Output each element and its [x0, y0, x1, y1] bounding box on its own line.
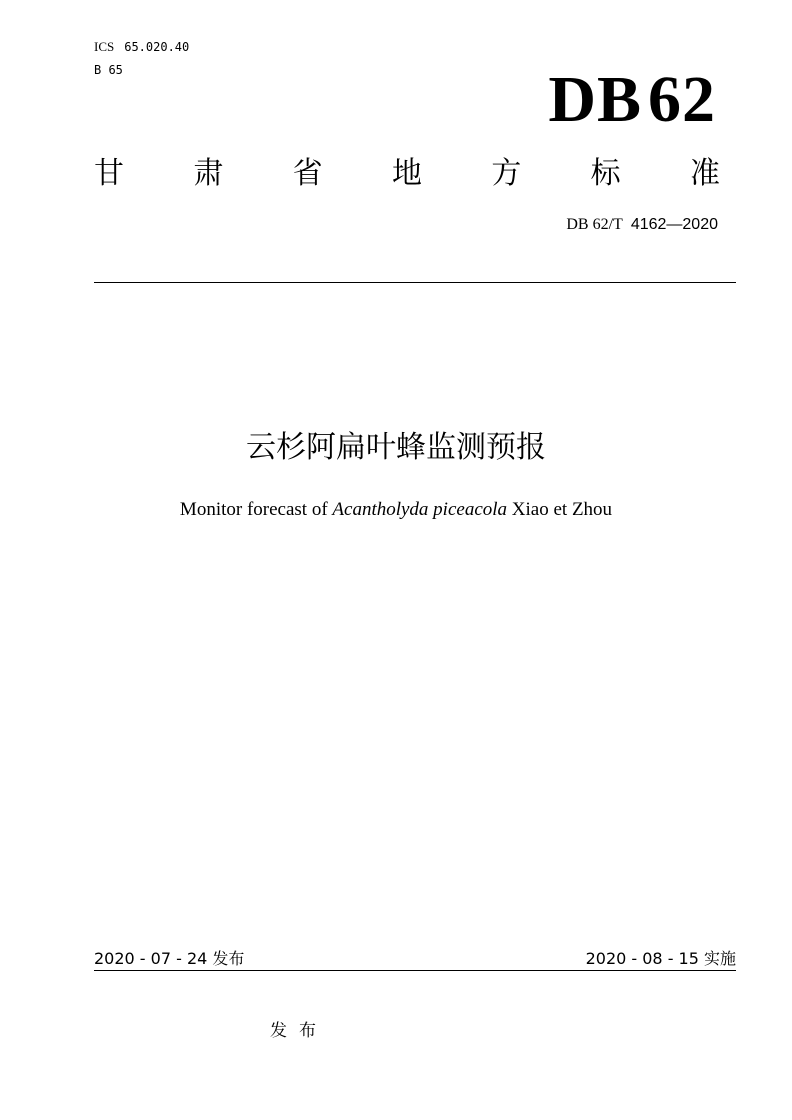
species-name: Acantholyda piceacola [332, 499, 508, 520]
top-divider [94, 282, 736, 283]
standard-code: 4162—2020 [630, 216, 718, 233]
db-logo-prefix: DB [548, 63, 642, 136]
publisher-label: 发布 [270, 1021, 328, 1041]
implementation-date: 2020 - 08 - 15 实施 [585, 949, 736, 968]
org-char: 方 [491, 156, 522, 191]
ics-value: 65.020.40 [124, 40, 190, 54]
ics-label: ICS [94, 39, 115, 54]
org-char: 甘 [94, 156, 124, 191]
document-title-chinese: 云杉阿扁叶蜂监测预报 [246, 430, 546, 465]
bottom-divider [94, 970, 736, 971]
issue-date: 2020 - 07 - 24 发布 [94, 949, 245, 968]
title-english-pre: Monitor forecast of [179, 499, 333, 520]
standard-prefix: DB 62/T [566, 216, 623, 233]
db-logo-number: 62 [648, 63, 716, 136]
org-char: 肃 [193, 156, 224, 191]
issuing-organization [94, 152, 720, 196]
ics-code [94, 40, 189, 54]
document-title-english [0, 498, 792, 522]
org-char: 标 [590, 156, 621, 191]
standard-number [566, 215, 718, 235]
ccs-code: B 65 [94, 63, 123, 77]
org-char: 准 [689, 156, 720, 191]
org-char: 地 [391, 156, 422, 191]
db-logo [548, 60, 716, 140]
title-english-post: Xiao et Zhou [507, 499, 613, 520]
org-char: 省 [292, 156, 323, 191]
